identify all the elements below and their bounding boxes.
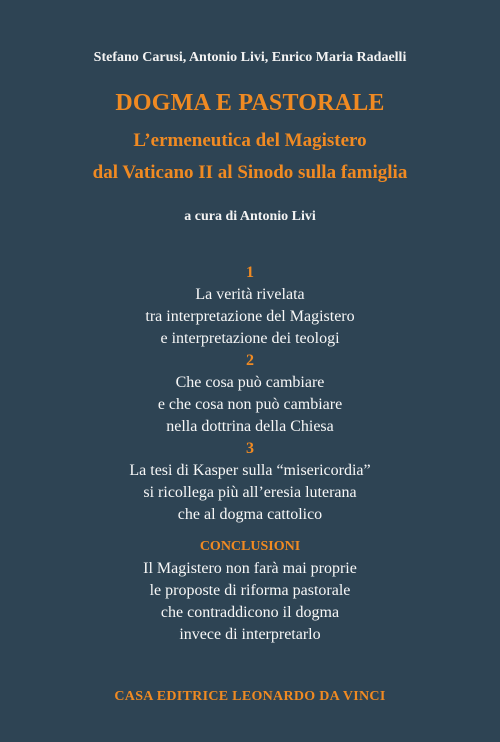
conclusion [0,536,500,646]
subtitle-line-1: L’ermeneutica del Magistero [133,130,367,151]
section-number: 2 [246,352,254,369]
contents-summary [0,262,500,646]
section-line: e interpretazione dei teologi [160,330,340,347]
section-number: 3 [246,440,254,457]
section-line: Che cosa può cambiare [175,374,325,391]
publisher: CASA EDITRICE LEONARDO DA VINCI [114,689,386,704]
subtitle-line-2: dal Vaticano II al Sinodo sulla famiglia [92,162,408,183]
conclusion-heading: CONCLUSIONI [199,539,301,554]
editor-credit: a cura di Antonio Livi [184,209,316,224]
conclusion-line: Il Magistero non farà mai proprie [143,560,357,577]
authors: Stefano Carusi, Antonio Livi, Enrico Maria Radaelli [93,50,407,65]
book-title: DOGMA E PASTORALE [115,90,385,116]
conclusion-line: che contraddicono il dogma [160,604,340,621]
section-line: nella dottrina della Chiesa [166,418,334,435]
section-line: si ricollega più all’eresia luterana [143,484,357,501]
conclusion-line: invece di interpretarlo [179,626,321,643]
section-2 [0,350,500,438]
section-1 [0,262,500,350]
section-line: che al dogma cattolico [177,506,323,523]
section-line: La tesi di Kasper sulla “misericordia” [129,462,371,479]
section-line: tra interpretazione del Magistero [145,308,355,325]
section-number: 1 [246,264,254,281]
section-line: La verità rivelata [195,286,305,303]
section-line: e che cosa non può cambiare [157,396,343,413]
book-subtitle [0,125,500,189]
conclusion-line: le proposte di riforma pastorale [149,582,351,599]
section-3 [0,438,500,526]
